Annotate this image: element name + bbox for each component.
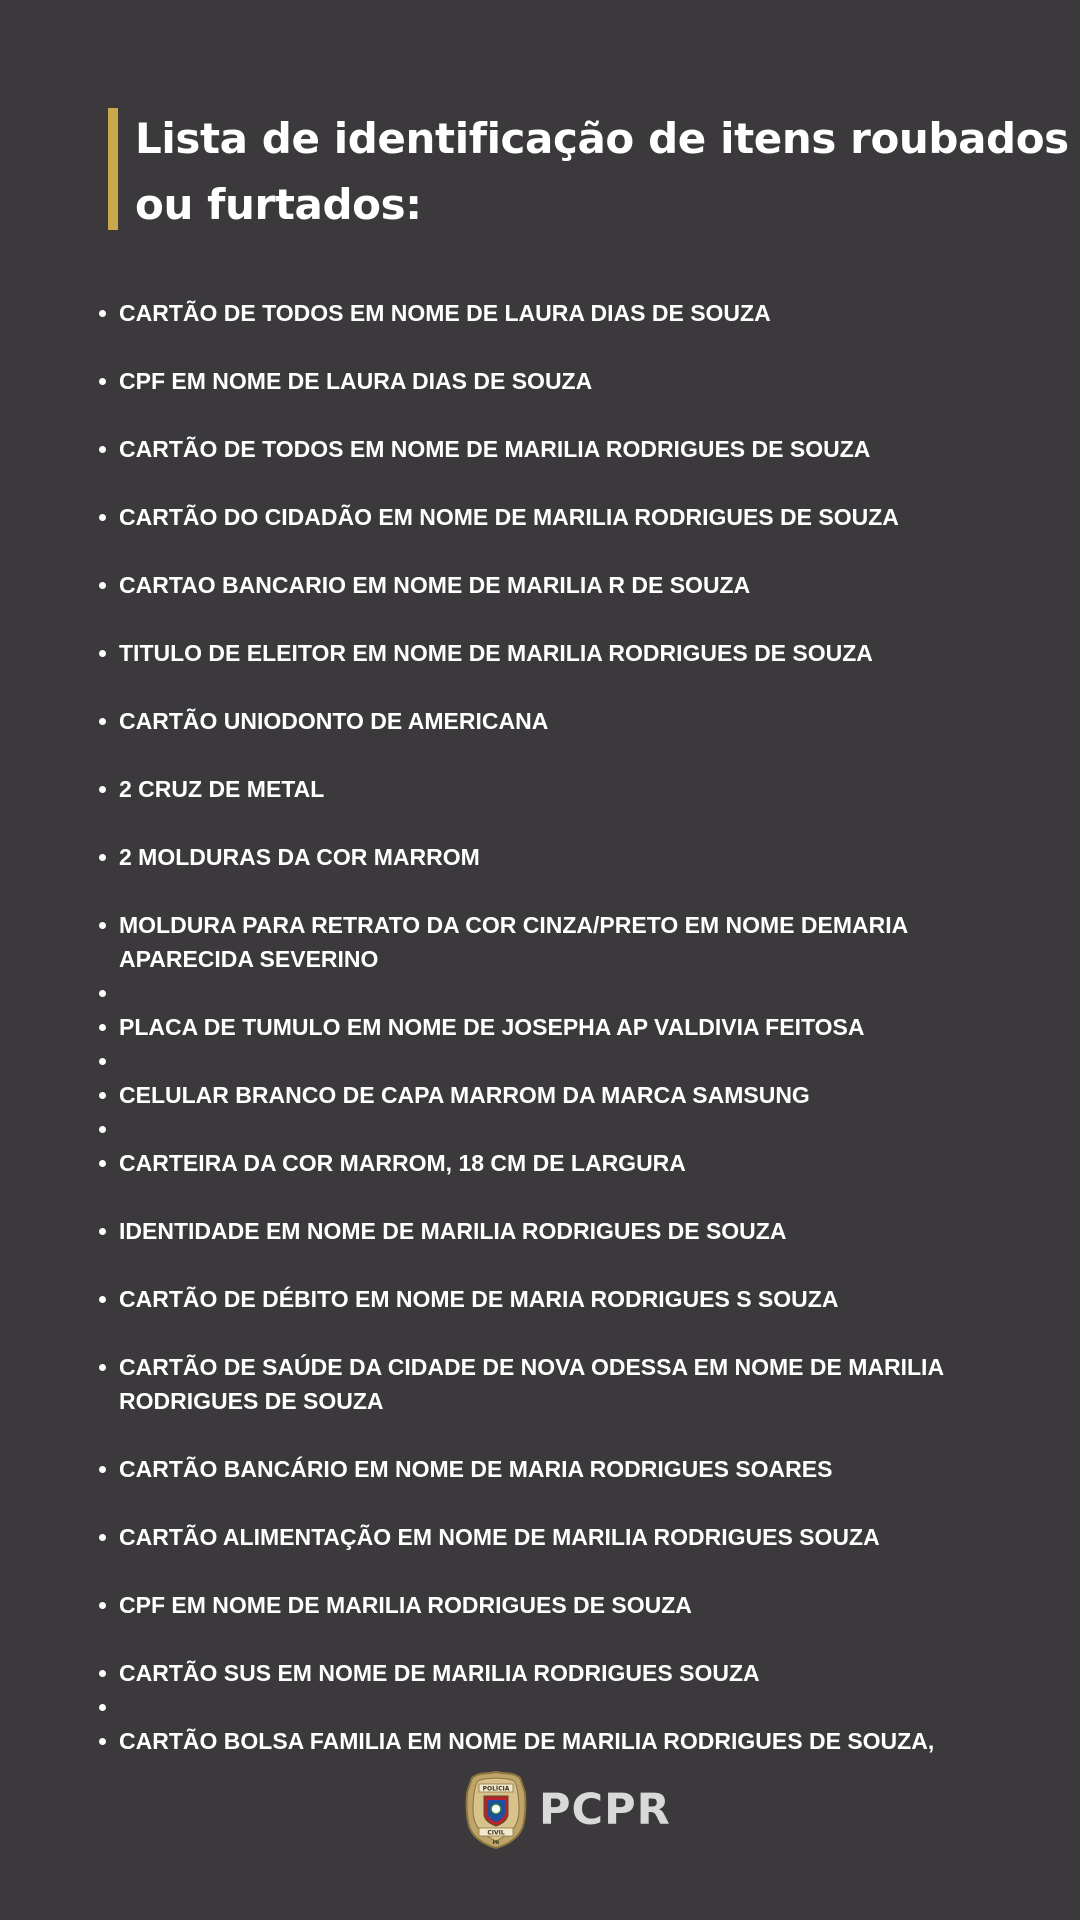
police-badge-icon (465, 1770, 527, 1850)
logo-text: PCPR (539, 1785, 671, 1835)
list-item: CARTÃO BANCÁRIO EM NOME DE MARIA RODRIGUES SOARES (119, 1452, 969, 1486)
list-item: CARTÃO ALIMENTAÇÃO EM NOME DE MARILIA RODRIGUES SOUZA (119, 1520, 969, 1554)
badge-text-top: POLÍCIA (482, 1785, 510, 1793)
page-title-line1: Lista de identificação de itens roubados (135, 114, 1069, 163)
list-item: PLACA DE TUMULO EM NOME DE JOSEPHA AP VALDIVIA FEITOSA (119, 1010, 969, 1044)
list-item: CARTÃO DO CIDADÃO EM NOME DE MARILIA RODRIGUES DE SOUZA (119, 500, 969, 534)
list-item: CELULAR BRANCO DE CAPA MARROM DA MARCA SAMSUNG (119, 1078, 969, 1112)
list-item: CARTÃO UNIODONTO DE AMERICANA (119, 704, 969, 738)
badge-text-small: PR (492, 1841, 500, 1846)
list-item: CARTÃO SUS EM NOME DE MARILIA RODRIGUES SOUZA (119, 1656, 969, 1690)
list-item: 2 MOLDURAS DA COR MARROM (119, 840, 969, 874)
list-item: CPF EM NOME DE LAURA DIAS DE SOUZA (119, 364, 969, 398)
list-item: CARTÃO BOLSA FAMILIA EM NOME DE MARILIA RODRIGUES DE SOUZA, (119, 1724, 969, 1758)
list-item: TITULO DE ELEITOR EM NOME DE MARILIA RODRIGUES DE SOUZA (119, 636, 969, 670)
list-item: CPF EM NOME DE MARILIA RODRIGUES DE SOUZA (119, 1588, 969, 1622)
list-item: CARTAO BANCARIO EM NOME DE MARILIA R DE SOUZA (119, 568, 969, 602)
list-item: 2 CRUZ DE METAL (119, 772, 969, 806)
list-item: CARTÃO DE SAÚDE DA CIDADE DE NOVA ODESSA EM NOME DE MARILIA RODRIGUES DE SOUZA (119, 1350, 969, 1418)
pcpr-logo (465, 1770, 671, 1850)
list-item: CARTÃO DE DÉBITO EM NOME DE MARIA RODRIGUES S SOUZA (119, 1282, 969, 1316)
list-item: MOLDURA PARA RETRATO DA COR CINZA/PRETO EM NOME DEMARIA APARECIDA SEVERINO (119, 908, 969, 976)
list-item: CARTÃO DE TODOS EM NOME DE MARILIA RODRIGUES DE SOUZA (119, 432, 969, 466)
badge-text-bottom: CIVIL (487, 1829, 505, 1837)
list-item: CARTÃO DE TODOS EM NOME DE LAURA DIAS DE SOUZA (119, 296, 969, 330)
page-title-line2: ou furtados: (135, 180, 422, 229)
list-item: IDENTIDADE EM NOME DE MARILIA RODRIGUES DE SOUZA (119, 1214, 969, 1248)
list-item: CARTEIRA DA COR MARROM, 18 CM DE LARGURA (119, 1146, 969, 1180)
